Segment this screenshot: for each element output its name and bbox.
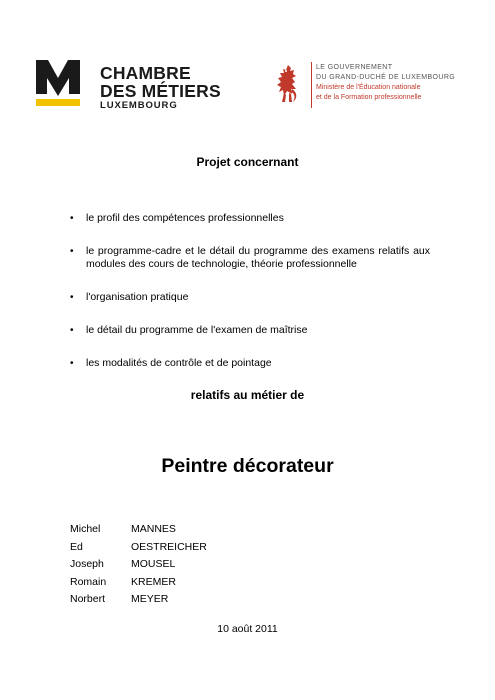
author-row <box>70 539 207 557</box>
list-item <box>70 245 430 271</box>
author-row <box>70 556 207 574</box>
cdm-line2: DES MÉTIERS <box>100 81 221 101</box>
document-title: Peintre décorateur <box>161 455 334 477</box>
bullet-icon: • <box>70 358 74 369</box>
gov-line1: LE GOUVERNEMENT <box>316 64 393 71</box>
gov-line3: Ministère de l'Éducation nationale <box>316 84 421 91</box>
document-heading: Projet concernant <box>196 155 299 169</box>
cdm-wordmark <box>100 64 221 112</box>
chambre-des-metiers-logo <box>34 58 234 114</box>
author-first-name: Romain <box>70 575 107 588</box>
cdm-line1: CHAMBRE <box>100 63 191 83</box>
topic-list <box>70 212 430 390</box>
list-item <box>70 212 430 225</box>
bullet-icon: • <box>70 325 74 336</box>
author-first-name: Michel <box>70 523 101 535</box>
author-row <box>70 574 207 592</box>
author-last-name: MEYER <box>131 593 169 605</box>
author-list <box>70 521 207 609</box>
gov-logo-divider <box>311 62 312 108</box>
author-last-name: KREMER <box>131 575 176 588</box>
red-lion-icon <box>272 62 304 106</box>
list-item-text: le détail du programme de l'examen de maîtrise <box>86 324 308 336</box>
author-last-name: OESTREICHER <box>131 540 207 553</box>
author-first-name: Ed <box>70 540 83 553</box>
author-first-name: Joseph <box>70 558 104 570</box>
bullet-icon: • <box>70 292 74 303</box>
cdm-line3: LUXEMBOURG <box>100 100 178 111</box>
author-row <box>70 591 207 609</box>
document-date: 10 août 2011 <box>217 623 278 635</box>
gov-line2: DU GRAND-DUCHÉ DE LUXEMBOURG <box>316 74 456 81</box>
author-last-name: MANNES <box>131 523 176 535</box>
list-item-text: le profil des compétences professionnelles <box>86 212 284 224</box>
bullet-icon: • <box>70 213 74 224</box>
list-item <box>70 291 430 304</box>
author-row <box>70 521 207 539</box>
gov-line4: et de la Formation professionnelle <box>316 94 422 101</box>
list-item-text: le programme-cadre et le détail du programme des examens relatifs aux modules des cours de technologie, théorie professionnelle <box>86 245 430 270</box>
list-item <box>70 324 430 337</box>
gov-logo-text <box>316 63 455 103</box>
list-item-text: l'organisation pratique <box>86 291 189 303</box>
author-first-name: Norbert <box>70 593 106 605</box>
list-item <box>70 357 430 370</box>
author-last-name: MOUSEL <box>131 558 176 570</box>
list-item-text: les modalités de contrôle et de pointage <box>86 357 272 369</box>
bullet-icon: • <box>70 246 74 257</box>
document-subheading: relatifs au métier de <box>190 388 305 402</box>
cdm-m-mark-icon <box>34 58 90 114</box>
